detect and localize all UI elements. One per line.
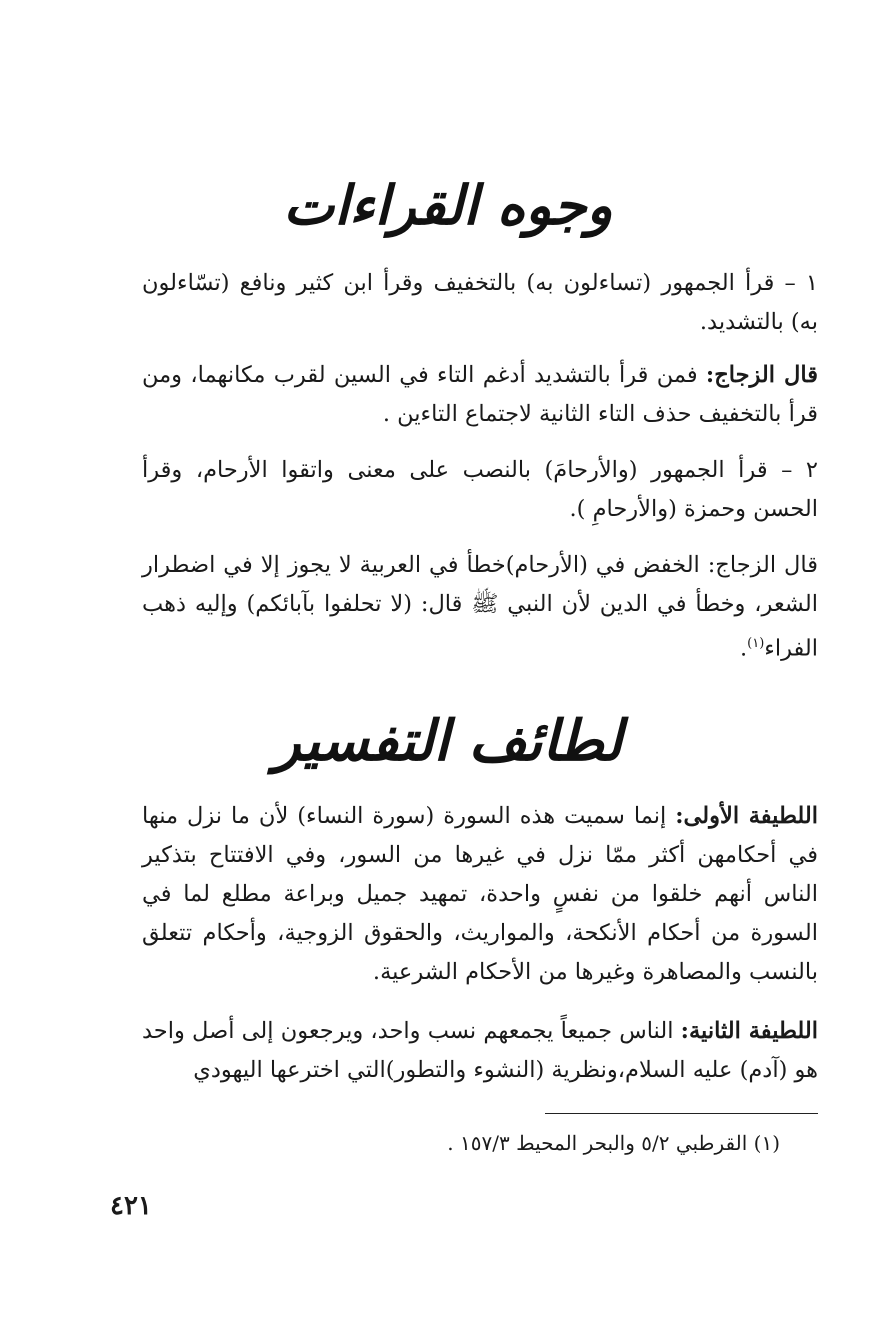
paragraph-label: اللطيفة الثانية: — [680, 1018, 818, 1044]
footnote-ref: (١) — [747, 636, 765, 651]
paragraph-reading-1 — [142, 264, 854, 342]
paragraph-text: ٢ – قرأ الجمهور (والأرحامَ) بالنصب على معنى واتقوا الأرحام، وقرأ الحسن وحمزة (والأرحامِ ). — [142, 457, 818, 522]
paragraph-text: ١ – قرأ الجمهور (تساءلون به) بالتخفيف وقرأ ابن كثير ونافع (تسّاءلون به) بالتشديد. — [142, 270, 818, 335]
paragraph-text: فمن قرأ بالتشديد أدغم التاء في السين لقرب مكانهما، ومن قرأ بالتخفيف حذف التاء الثانية لاجتماع التاءين . — [142, 362, 818, 427]
paragraph-text: الناس جميعاً يجمعهم نسب واحد، ويرجعون إلى أصل واحد هو (آدم) عليه السلام،ونظرية (النشوء والتطور)التي اخترعها اليهودي — [142, 1018, 818, 1083]
paragraph-end: . — [739, 635, 748, 662]
paragraph-label: قال الزجاج: — [705, 362, 818, 388]
section-heading-tafsir: لطائف التفسير — [273, 709, 623, 774]
paragraph-text: إنما سميت هذه السورة (سورة النساء) لأن ما نزل منها في أحكامهن أكثر ممّا نزل في غيرها من السور، وفي الافتتاح بتذكير الناس أنهم خلقوا من نفسٍ واحدة، تمهيد جميل وبراعة مطلع لما في السورة من أحكام الأنكحة، والمواريث، والحقوق الزوجية، وأحكام تتعلق بالنسب والمصاهرة وغيرها من الأحكام الشرعية. — [142, 803, 818, 985]
paragraph-text: قال الزجاج: الخفض في (الأرحام)خطأ في العربية لا يجوز إلا في اضطرار الشعر، وخطأ في الدين لأن النبي ﷺ قال: (لا تحلفوا بآبائكم) وإليه ذهب الفراء — [142, 552, 818, 662]
section-heading-readings: وجوه القراءات — [283, 174, 613, 237]
paragraph-zajjaj-2 — [142, 546, 854, 669]
paragraph-label: اللطيفة الأولى: — [675, 803, 818, 829]
paragraph-latifa-1 — [142, 797, 818, 992]
footnote: (١) القرطبي ٥/٢ والبحر المحيط ١٥٧/٣ . — [447, 1131, 780, 1155]
paragraph-latifa-2 — [142, 1012, 818, 1090]
footnote-divider — [545, 1113, 818, 1114]
page-number: ٤٢١ — [110, 1191, 152, 1221]
paragraph-reading-2 — [142, 451, 854, 529]
paragraph-zajjaj-1 — [142, 356, 818, 434]
